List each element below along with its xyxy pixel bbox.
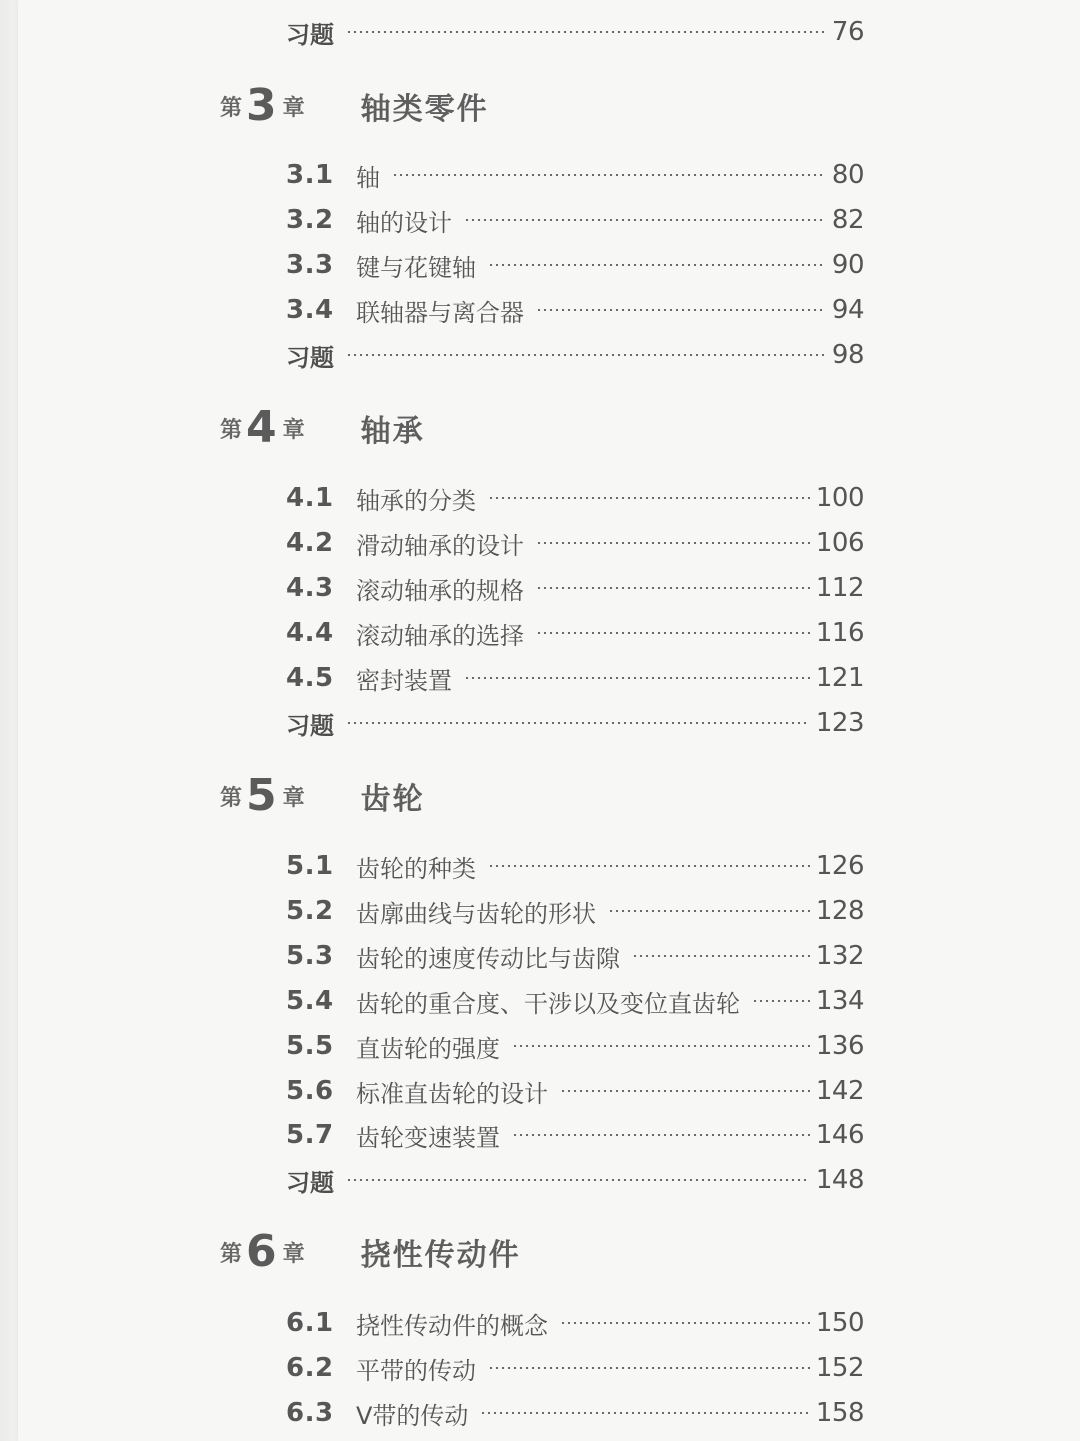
chapter-prefix: 第 [220,1241,243,1267]
page-number: 76 [831,17,864,47]
toc-entry[interactable] [286,1395,864,1431]
section-number: 5.4 [286,986,334,1016]
page-number: 146 [815,1120,864,1150]
section-title: 滚动轴承的选择 [356,621,524,650]
section-title: 标准直齿轮的设计 [356,1079,548,1108]
toc-entry[interactable] [286,570,864,606]
page-number: 150 [815,1308,864,1338]
page-number: 121 [815,663,864,693]
dot-leader [346,354,826,356]
dot-leader [488,497,810,499]
page-number: 112 [815,573,864,603]
dot-leader [488,1367,810,1369]
toc-exercise-entry[interactable] [286,337,864,373]
toc-entry[interactable] [286,202,864,238]
toc-entry[interactable] [286,1350,864,1386]
section-number: 6.2 [286,1353,334,1383]
section-title: 滑动轴承的设计 [356,531,524,560]
toc-entry[interactable] [286,157,864,193]
chapter-suffix: 章 [282,417,305,443]
dot-leader [608,910,810,912]
chapter-prefix: 第 [220,417,243,443]
dot-leader [464,677,810,679]
toc-exercise-entry[interactable] [286,705,864,741]
dot-leader [536,542,810,544]
dot-leader [560,1322,810,1324]
dot-leader [536,309,826,311]
page-number: 82 [831,205,864,235]
chapter-title: 轴承 [360,414,425,449]
page-number: 142 [815,1076,864,1106]
chapter-title: 齿轮 [360,782,425,817]
toc-entry[interactable] [286,1028,864,1064]
dot-leader [536,632,810,634]
dot-leader [346,1179,810,1181]
section-title: 键与花键轴 [356,253,476,282]
page-number: 106 [815,528,864,558]
chapter-number: 5 [246,770,277,821]
toc-page [18,0,1080,1441]
chapter-heading [220,1224,521,1280]
section-title: 平带的传动 [356,1356,476,1385]
page-number: 158 [815,1398,864,1428]
section-title: 直齿轮的强度 [356,1034,500,1063]
section-number: 3.4 [286,295,334,325]
toc-entry[interactable] [286,615,864,651]
toc-entry[interactable] [286,1117,864,1153]
section-number: 6.3 [286,1398,334,1428]
chapter-number: 3 [246,80,277,131]
toc-entry[interactable] [286,247,864,283]
dot-leader [488,264,826,266]
chapter-suffix: 章 [282,785,305,811]
section-number: 5.2 [286,896,334,926]
section-number: 4.5 [286,663,334,693]
section-title: 习题 [286,20,334,49]
section-title: 齿轮的重合度、干涉以及变位直齿轮 [356,989,740,1018]
toc-entry[interactable] [286,480,864,516]
dot-leader [464,219,826,221]
toc-entry[interactable] [286,1073,864,1109]
section-number: 6.1 [286,1308,334,1338]
toc-entry[interactable] [286,292,864,328]
section-number: 4.1 [286,483,334,513]
section-title: 联轴器与离合器 [356,298,524,327]
section-number: 4.3 [286,573,334,603]
dot-leader [346,722,810,724]
toc-entry[interactable] [286,938,864,974]
toc-entry[interactable] [286,1305,864,1341]
dot-leader [480,1412,809,1414]
page-number: 100 [815,483,864,513]
toc-entry[interactable] [286,525,864,561]
toc-entry[interactable] [286,983,864,1019]
dot-leader [560,1090,810,1092]
toc-entry[interactable] [286,660,864,696]
dot-leader [512,1134,810,1136]
toc-entry[interactable] [286,848,864,884]
section-number: 4.2 [286,528,334,558]
toc-exercise-entry[interactable] [286,1162,864,1198]
dot-leader [536,587,810,589]
page-number: 98 [831,340,864,370]
section-title: 轴 [356,163,380,192]
page-number: 116 [815,618,864,648]
section-title: V带的传动 [356,1401,469,1430]
dot-leader [392,174,826,176]
chapter-suffix: 章 [282,95,305,121]
chapter-prefix: 第 [220,785,243,811]
section-title: 滚动轴承的规格 [356,576,524,605]
dot-leader [512,1045,810,1047]
page-number: 134 [815,986,864,1016]
section-title: 齿轮变速装置 [356,1123,500,1152]
section-number: 3.1 [286,160,334,190]
section-number: 5.7 [286,1120,334,1150]
section-title: 齿轮的种类 [356,854,476,883]
chapter-heading [220,400,425,456]
section-number: 5.6 [286,1076,334,1106]
chapter-suffix: 章 [282,1241,305,1267]
section-title: 齿廓曲线与齿轮的形状 [356,899,596,928]
section-title: 轴承的分类 [356,486,476,515]
page-number: 132 [815,941,864,971]
section-number: 5.5 [286,1031,334,1061]
section-number: 5.1 [286,851,334,881]
section-title: 习题 [286,711,334,740]
toc-entry[interactable] [286,893,864,929]
page-number: 80 [831,160,864,190]
dot-leader [632,955,810,957]
section-number: 3.2 [286,205,334,235]
page-number: 136 [815,1031,864,1061]
chapter-prefix: 第 [220,95,243,121]
dot-leader [488,865,810,867]
section-title: 轴的设计 [356,208,452,237]
chapter-title: 轴类零件 [360,92,489,127]
section-title: 齿轮的速度传动比与齿隙 [356,944,620,973]
chapter-heading [220,768,425,824]
section-number: 3.3 [286,250,334,280]
page-number: 148 [815,1165,864,1195]
dot-leader [752,1000,810,1002]
chapter-number: 4 [246,402,277,453]
chapter-number: 6 [246,1226,277,1277]
page-number: 126 [815,851,864,881]
page-number: 123 [815,708,864,738]
toc-exercise-entry[interactable] [286,14,864,50]
section-number: 4.4 [286,618,334,648]
section-title: 习题 [286,343,334,372]
section-title: 密封装置 [356,666,452,695]
chapter-heading [220,78,489,134]
chapter-title: 挠性传动件 [360,1238,521,1273]
page-number: 152 [815,1353,864,1383]
section-title: 习题 [286,1168,334,1197]
page-number: 128 [815,896,864,926]
page-number: 94 [831,295,864,325]
page-left-margin [0,0,18,1441]
page-number: 90 [831,250,864,280]
section-title: 挠性传动件的概念 [356,1311,548,1340]
section-number: 5.3 [286,941,334,971]
dot-leader [346,31,826,33]
